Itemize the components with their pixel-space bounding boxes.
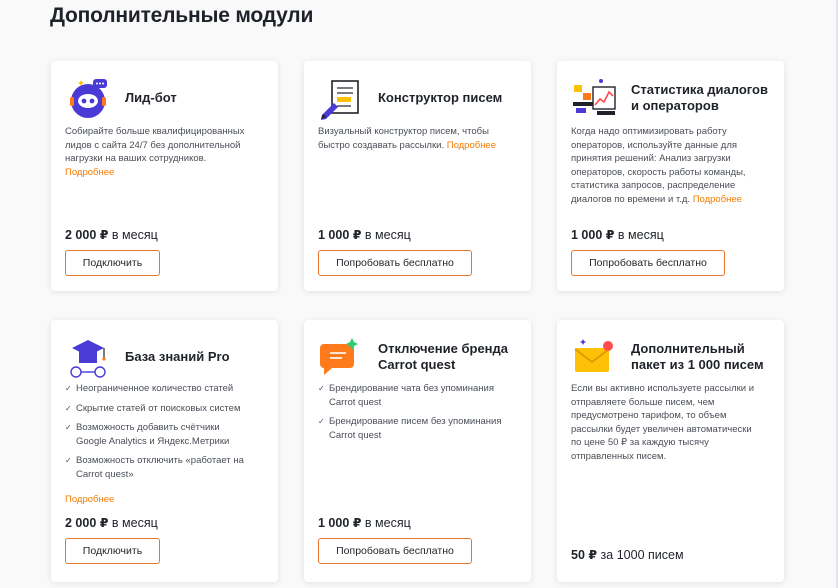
list-item: ✓ Скрытие статей от поисковых систем — [65, 402, 248, 416]
page-title: Дополнительные модули — [50, 4, 314, 27]
chat-bubble-icon — [318, 334, 364, 380]
title-line-1: Отключение бренда — [378, 341, 509, 356]
try-free-button[interactable]: Попробовать бесплатно — [571, 250, 725, 276]
card-title: Лид-бот — [125, 90, 177, 105]
card-mail-builder — [304, 61, 531, 291]
card-title — [378, 341, 508, 373]
list-item: ✓ Брендирование чата без упоминания Carrot quest — [318, 382, 517, 409]
card-stats — [557, 61, 784, 291]
price — [318, 227, 411, 242]
price — [65, 515, 158, 530]
feature-list — [65, 382, 248, 488]
title-line-2: Carrot quest — [378, 357, 456, 372]
list-item: ✓ Брендирование писем без упоминания Carrot quest — [318, 415, 517, 442]
price-value: 2 000 ₽ — [65, 228, 109, 242]
list-item: ✓ Возможность добавить счётчики Google Analytics и Яндекс.Метрики — [65, 421, 248, 448]
price-value: 1 000 ₽ — [571, 228, 615, 242]
price-unit: в месяц — [108, 516, 158, 530]
list-item: ✓ Возможность отключить «работает на Carrot quest» — [65, 454, 248, 481]
card-description — [571, 125, 770, 207]
card-title: База знаний Pro — [125, 349, 230, 364]
card-title — [631, 341, 764, 373]
document-pen-icon — [318, 75, 364, 121]
price — [65, 227, 158, 242]
more-link[interactable]: Подробнее — [692, 193, 742, 205]
price-unit: в месяц — [108, 228, 158, 242]
card-leadbot — [51, 61, 278, 291]
list-item: ✓ Неограниченное количество статей — [65, 382, 248, 396]
price-value: 1 000 ₽ — [318, 228, 362, 242]
feature-list — [318, 382, 517, 448]
more-link[interactable]: Подробнее — [65, 494, 115, 505]
price-value: 50 ₽ — [571, 548, 598, 562]
try-free-button[interactable]: Попробовать бесплатно — [318, 250, 472, 276]
price-unit: за 1000 писем — [597, 548, 684, 562]
description-text: Собирайте больше квалифицированных лидов с сайта 24/7 без дополнительной нагрузки на ваших сотрудников. — [65, 126, 245, 165]
card-title — [631, 82, 768, 114]
robot-icon — [65, 75, 111, 121]
connect-button[interactable]: Подключить — [65, 538, 160, 564]
graduation-cap-icon — [65, 334, 111, 380]
title-line-1: Дополнительный — [631, 341, 745, 356]
connect-button[interactable]: Подключить — [65, 250, 160, 276]
price-value: 1 000 ₽ — [318, 516, 362, 530]
more-link[interactable]: Подробнее — [446, 139, 497, 151]
title-line-2: и операторов — [631, 98, 719, 113]
price-unit: в месяц — [361, 228, 411, 242]
more-link[interactable]: Подробнее — [65, 166, 115, 178]
envelope-icon — [571, 334, 617, 380]
card-description — [318, 125, 517, 152]
card-mail-pack — [557, 320, 784, 582]
card-description — [65, 125, 264, 179]
price — [571, 227, 664, 242]
card-knowledge-base — [51, 320, 278, 582]
description-text: Визуальный конструктор писем, чтобы быстро создавать рассылки. — [318, 126, 489, 151]
card-description: Если вы активно используете рассылки и отправляете больше писем, чем предусмотрено тарифом, то объем рассылки будет увеличен автоматически по цене 50 ₽ за каждую тысячу отправленных писем. — [571, 383, 755, 462]
price-unit: в месяц — [614, 228, 664, 242]
title-line-2: пакет из 1 000 писем — [631, 357, 764, 372]
price — [571, 547, 684, 562]
price-value: 2 000 ₽ — [65, 516, 109, 530]
card-brand-off — [304, 320, 531, 582]
card-title: Конструктор писем — [378, 90, 503, 105]
title-line-1: Статистика диалогов — [631, 82, 768, 97]
description-text: Когда надо оптимизировать работу операторов, используйте данные для принятия решений: Анализ загрузки операторов, скорость работы команды, статистика запросов, распределение диалогов по времени и т.д. — [571, 126, 746, 205]
analytics-icon — [571, 75, 617, 121]
price — [318, 515, 411, 530]
price-unit: в месяц — [361, 516, 411, 530]
try-free-button[interactable]: Попробовать бесплатно — [318, 538, 472, 564]
